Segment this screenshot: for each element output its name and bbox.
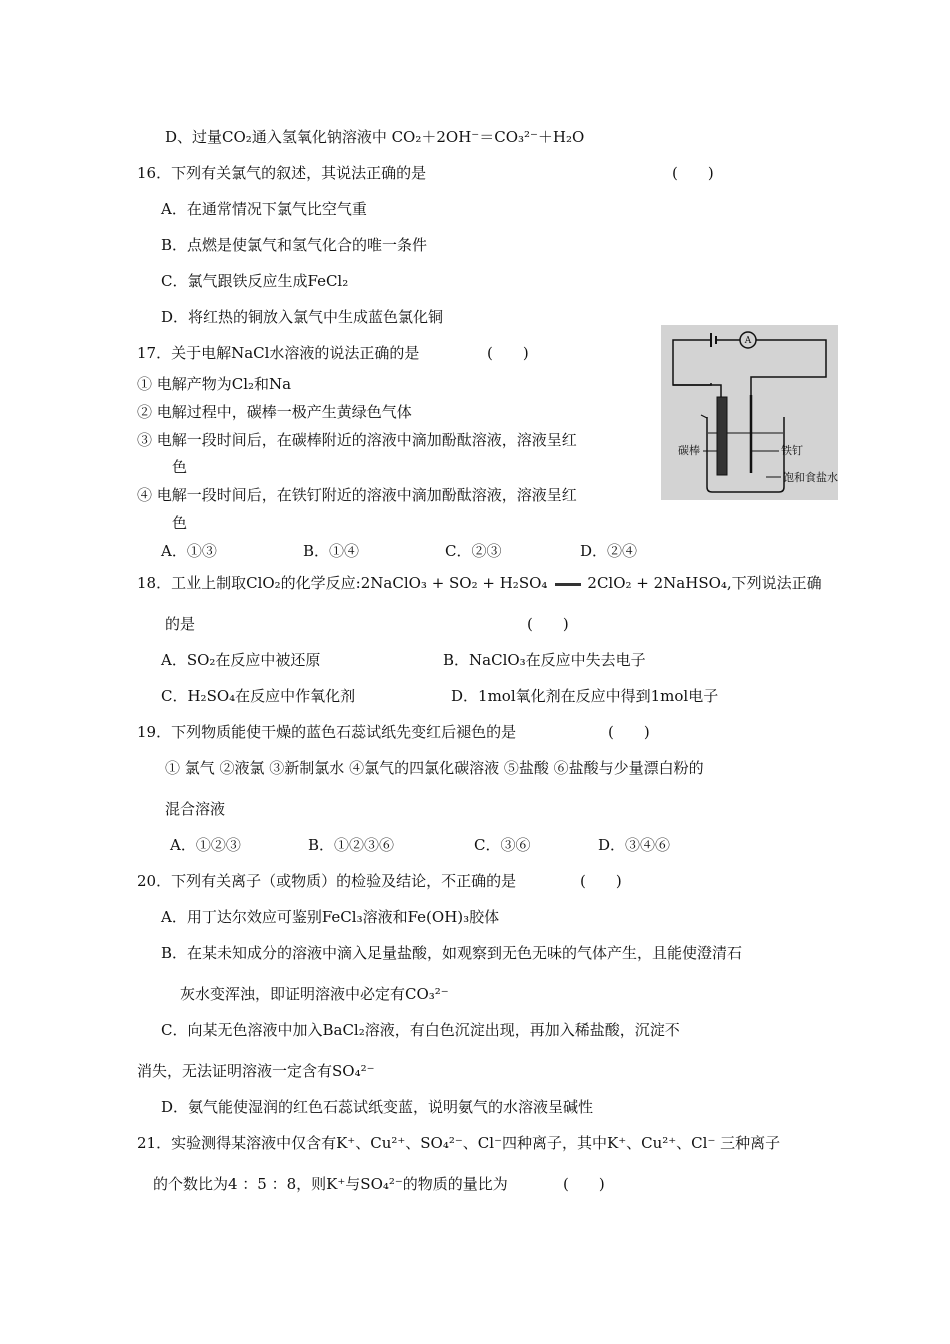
carbon-rod-label: 碳棒 (678, 444, 700, 457)
iron-nail-label: 铁钉 (781, 444, 803, 457)
q16-stem: 16．下列有关氯气的叙述，其说法正确的是 (137, 164, 427, 182)
brine-label: 饱和食盐水 (783, 471, 838, 484)
q17-statement-4-cont: 色 (172, 514, 188, 532)
q19-stem: 19．下列物质能使干燥的蓝色石蕊试纸先变红后褪色的是 (137, 723, 517, 741)
electrolysis-figure (661, 325, 838, 500)
q21-stem: 21．实验测得某溶液中仅含有K⁺、Cu²⁺、SO₄²⁻、Cl⁻四种离子，其中K⁺、Cu²⁺、Cl⁻ 三种离子 (137, 1134, 781, 1152)
q18-stem (137, 573, 822, 593)
q17-statement-2: ② 电解过程中，碳棒一极产生黄绿色气体 (137, 403, 412, 421)
q18-stem-products: 2ClO₂ + 2NaHSO₄,下列说法正确 (587, 574, 822, 592)
q16-option-b: B．点燃是使氯气和氢气化合的唯一条件 (161, 236, 428, 254)
q20-stem: 20．下列有关离子（或物质）的检验及结论，不正确的是 (137, 872, 517, 890)
q20-answer-bracket: ( ) (580, 872, 622, 890)
q17-statement-3-cont: 色 (172, 458, 188, 476)
q18-option-c: C．H₂SO₄在反应中作氧化剂 (161, 687, 356, 705)
q18-option-a: A．SO₂在反应中被还原 (161, 651, 321, 669)
q21-stem-cont: 的个数比为4 ：5 ：8，则K⁺与SO₄²⁻的物质的量比为 (153, 1175, 508, 1193)
q19-substance-list-cont: 混合溶液 (165, 800, 226, 818)
q20-option-c-cont: 消失，无法证明溶液一定含有SO₄²⁻ (137, 1062, 375, 1080)
q16-option-a: A．在通常情况下氯气比空气重 (161, 200, 367, 218)
q19-option-b: B．①②③⑥ (308, 836, 395, 854)
q18-option-d: D．1mol氧化剂在反应中得到1mol电子 (451, 687, 719, 705)
q17-answer-bracket: ( ) (487, 344, 529, 362)
q19-option-a: A．①②③ (170, 836, 241, 854)
q20-option-b: B．在某未知成分的溶液中滴入足量盐酸，如观察到无色无味的气体产生，且能使澄清石 (161, 944, 743, 962)
q17-statement-1: ① 电解产物为Cl₂和Na (137, 375, 292, 393)
q20-option-b-cont: 灰水变浑浊，即证明溶液中必定有CO₃²⁻ (180, 985, 449, 1003)
q18-option-b: B．NaClO₃在反应中失去电子 (443, 651, 646, 669)
q19-option-c: C．③⑥ (474, 836, 531, 854)
q20-option-a: A．用丁达尔效应可鉴别FeCl₃溶液和Fe(OH)₃胶体 (161, 908, 500, 926)
q20-option-d: D．氨气能使湿润的红色石蕊试纸变蓝，说明氨气的水溶液呈碱性 (161, 1098, 594, 1116)
q19-answer-bracket: ( ) (608, 723, 650, 741)
q16-option-d: D．将红热的铜放入氯气中生成蓝色氯化铜 (161, 308, 444, 326)
q17-option-c: C．②③ (445, 542, 502, 560)
q16-option-c: C．氯气跟铁反应生成FeCl₂ (161, 272, 349, 290)
q19-option-d: D．③④⑥ (598, 836, 671, 854)
q21-answer-bracket: ( ) (563, 1175, 605, 1193)
q17-statement-3: ③ 电解一段时间后，在碳棒附近的溶液中滴加酚酞溶液，溶液呈红 (137, 431, 577, 449)
q17-stem: 17．关于电解NaCl水溶液的说法正确的是 (137, 344, 420, 362)
q17-option-d: D．②④ (580, 542, 638, 560)
q17-option-b: B．①④ (303, 542, 360, 560)
ammeter-symbol: A (744, 336, 752, 346)
reaction-equals-sign (555, 583, 581, 586)
q16-answer-bracket: ( ) (672, 164, 714, 182)
q20-option-c: C．向某无色溶液中加入BaCl₂溶液，有白色沉淀出现，再加入稀盐酸，沉淀不 (161, 1021, 680, 1039)
q17-statement-4: ④ 电解一段时间后，在铁钉附近的溶液中滴加酚酞溶液，溶液呈红 (137, 486, 577, 504)
q18-answer-bracket: ( ) (527, 615, 569, 633)
carbon-rod-icon (717, 397, 727, 475)
q18-stem-reactants: 18．工业上制取ClO₂的化学反应:2NaClO₃ + SO₂ + H₂SO₄ (137, 574, 548, 592)
q15-option-d: D、过量CO₂通入氢氧化钠溶液中 CO₂＋2OH⁻＝CO₃²⁻＋H₂O (165, 128, 585, 146)
q18-stem-cont: 的是 (165, 615, 196, 633)
q19-substance-list: ① 氯气 ②液氯 ③新制氯水 ④氯气的四氯化碳溶液 ⑤盐酸 ⑥盐酸与少量漂白粉的 (165, 759, 704, 777)
q17-option-a: A．①③ (161, 542, 217, 560)
